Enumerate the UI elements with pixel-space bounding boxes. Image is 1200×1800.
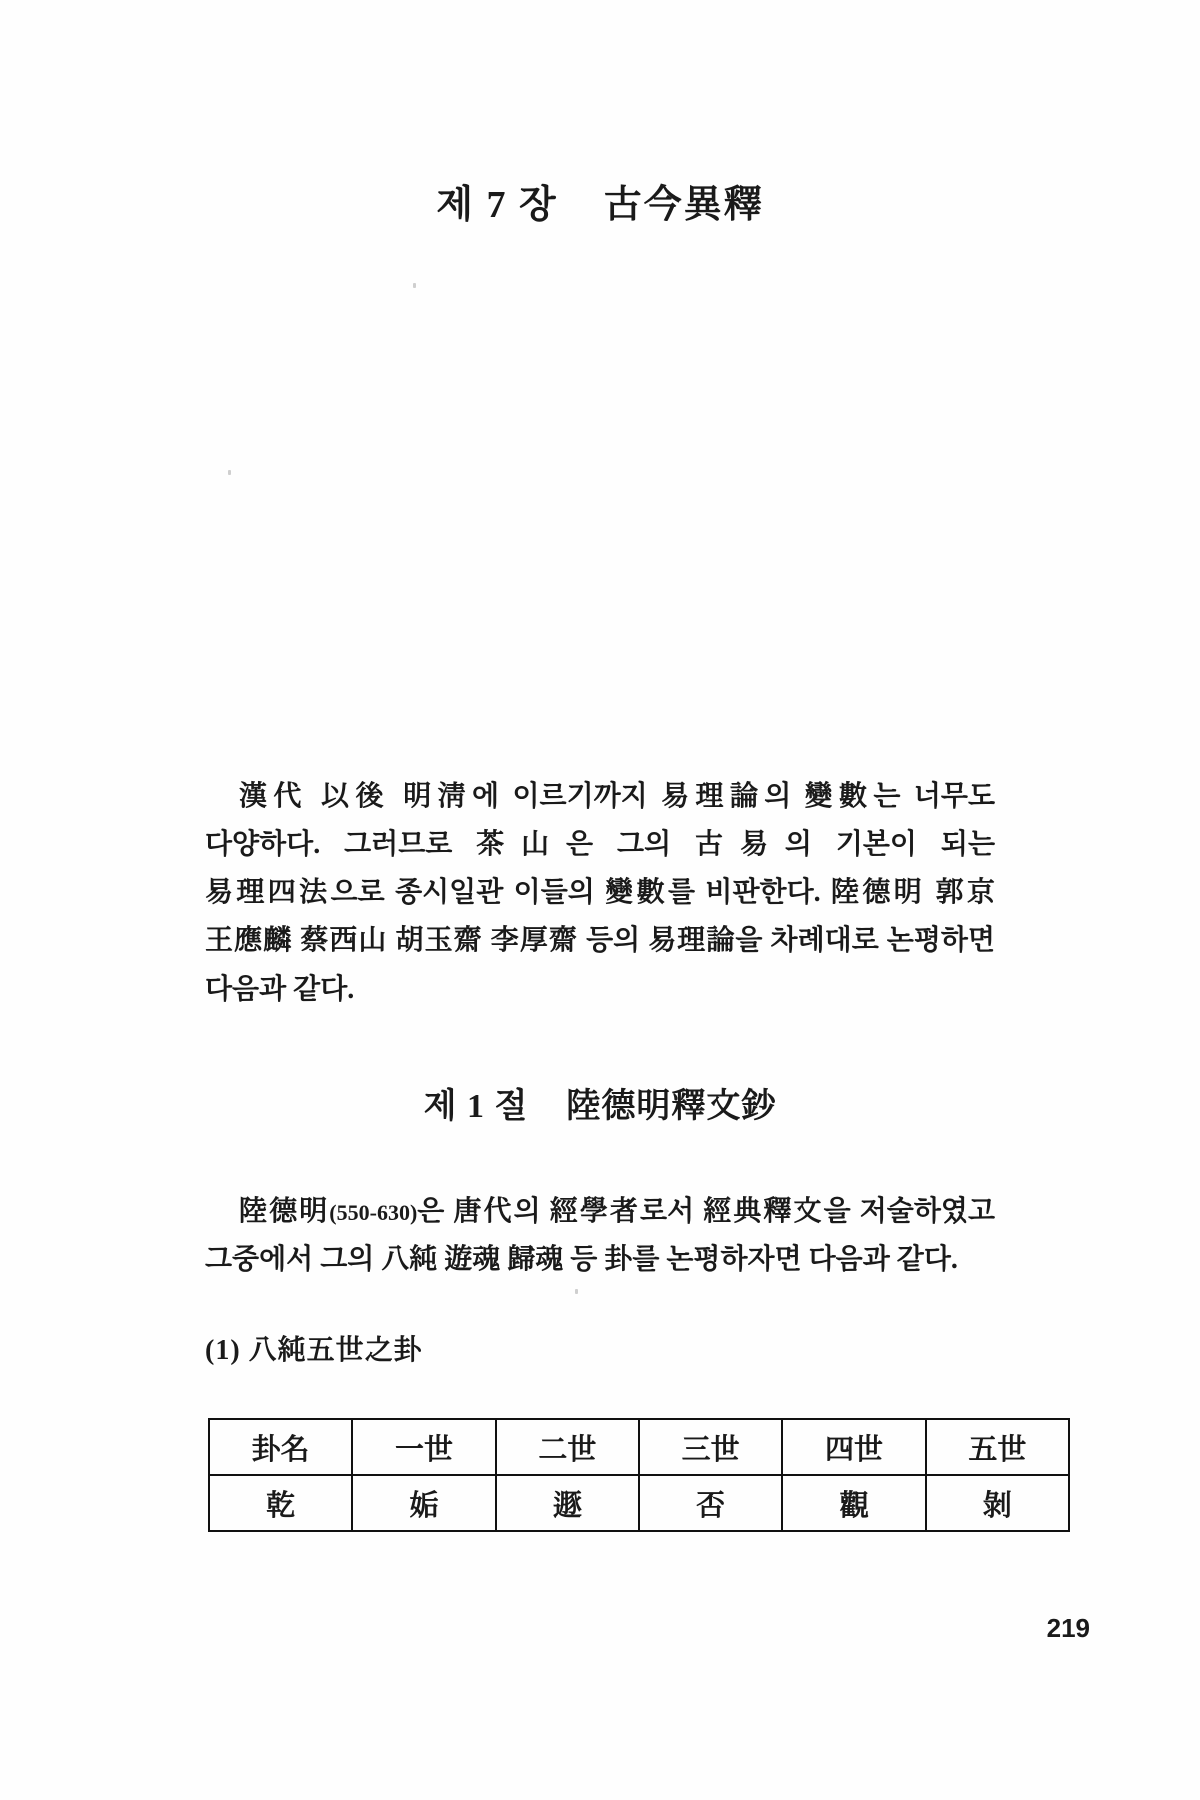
section-paragraph-lead: 陸德明 xyxy=(239,1196,330,1227)
chapter-heading: 제 7 장 古今異釋 xyxy=(436,184,764,227)
table-cell: 乾 xyxy=(209,1475,352,1531)
table-cell: 否 xyxy=(639,1475,782,1531)
section-heading: 제 1 절 陸德明釋文鈔 xyxy=(423,1088,777,1126)
scan-speck xyxy=(575,1289,578,1294)
section-paragraph-dates: (550-630) xyxy=(329,1200,418,1225)
table-header-cell: 卦名 xyxy=(209,1419,352,1475)
hexagram-table xyxy=(208,1418,1070,1532)
scan-speck xyxy=(228,470,231,475)
page-number: 219 xyxy=(1046,1613,1090,1643)
table-cell: 觀 xyxy=(782,1475,925,1531)
table-header-cell: 五世 xyxy=(926,1419,1069,1475)
table-header-cell: 二世 xyxy=(496,1419,639,1475)
section-paragraph xyxy=(205,1188,995,1284)
table-cell: 姤 xyxy=(352,1475,495,1531)
table-header-cell: 三世 xyxy=(639,1419,782,1475)
scan-speck xyxy=(413,283,416,288)
table-row xyxy=(209,1475,1069,1531)
table-cell: 遯 xyxy=(496,1475,639,1531)
table-header-cell: 四世 xyxy=(782,1419,925,1475)
numbered-list-item: (1) 八純五世之卦 xyxy=(205,1335,423,1366)
intro-paragraph: 漢代 以後 明淸에 이르기까지 易理論의 變數는 너무도 다양하다. 그러므로 茶山은 그의 古易의 기본이 되는 易理四法으로 종시일관 이들의 變數를 비판한다. 陸德明 郭京 王應麟 蔡西山 胡玉齋 李厚齋 등의 易理論을 차례대로 논평하면 다음과 같다. xyxy=(205,781,995,1005)
table-header-cell: 一世 xyxy=(352,1419,495,1475)
table-cell: 剝 xyxy=(926,1475,1069,1531)
table-header-row xyxy=(209,1419,1069,1475)
section-paragraph-rest: 은 唐代의 經學者로서 經典釋文을 저술하였고 그중에서 그의 八純 遊魂 歸魂 등 卦를 논평하자면 다음과 같다. xyxy=(205,1196,995,1276)
